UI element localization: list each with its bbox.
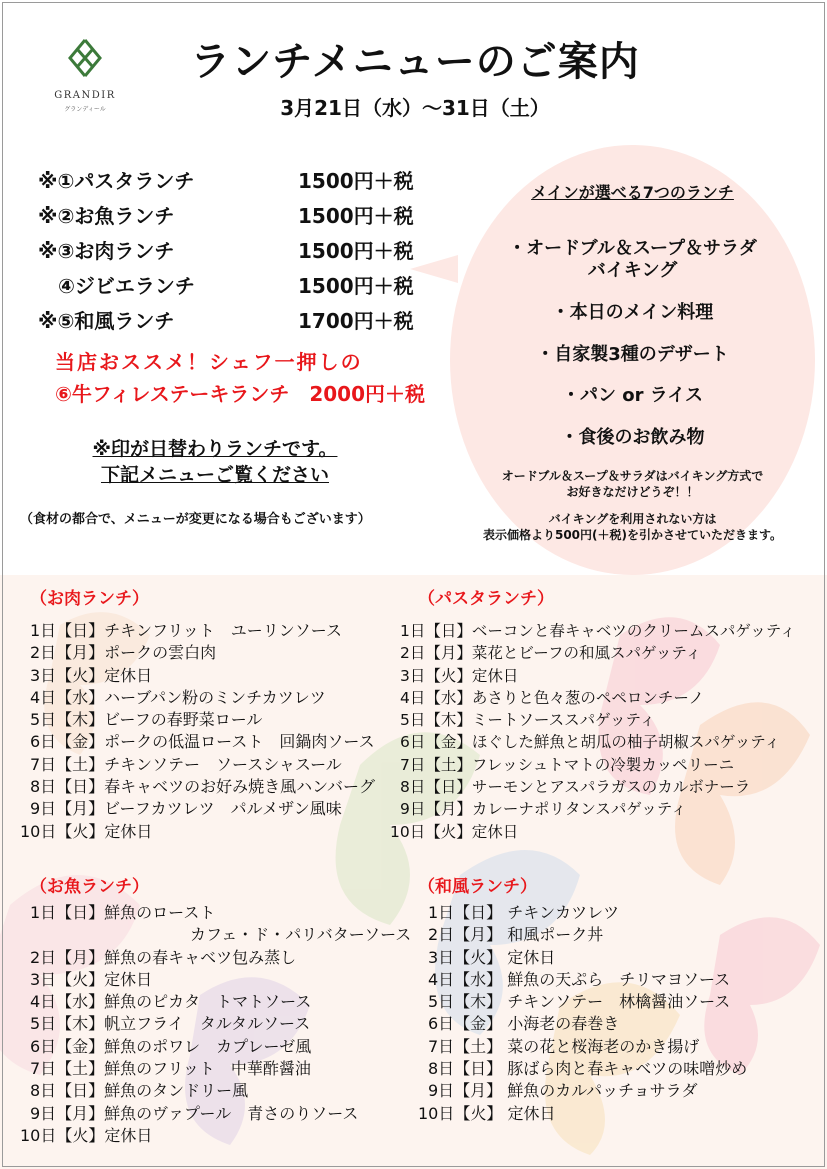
list-item: 9日【月】 鮮魚のカルパッチョサラダ xyxy=(428,1081,698,1101)
disclaimer: （食材の都合で、メニューが変更になる場合もございます） xyxy=(20,512,371,527)
list-item: 9日【月】ビーフカツレツ パルメザン風味 xyxy=(30,799,342,819)
bubble-item: バイキング xyxy=(587,260,678,281)
page-title: ランチメニューのご案内 xyxy=(190,39,640,85)
fish-lunch-title: （お魚ランチ） xyxy=(30,877,149,897)
list-item: 1日【日】チキンフリット ユーリンソース xyxy=(30,621,342,640)
date-range: 3月21日（水）～31日（土） xyxy=(280,96,550,120)
list-item: 10日【火】定休日 xyxy=(20,821,153,841)
bubble-heading: メインが選べる7つのランチ xyxy=(531,183,734,202)
list-item: 6日【金】ほぐした鮮魚と胡瓜の柚子胡椒スパゲッティ xyxy=(400,733,781,752)
logo-name: GRANDIR xyxy=(54,90,116,101)
lunch-name: ※③お肉ランチ xyxy=(38,239,175,263)
list-item: 10日【火】定休日 xyxy=(390,822,519,841)
daily-note-line2: 下記メニューご覧ください xyxy=(100,464,329,486)
logo-mark-icon xyxy=(40,32,130,90)
list-item: 5日【木】 チキンソテー 林檎醤油ソース xyxy=(428,992,731,1012)
list-item: 8日【日】サーモンとアスパラガスのカルボナーラ xyxy=(400,778,751,797)
bubble-item: ・本日のメイン料理 xyxy=(551,302,714,323)
list-item: 1日【日】 チキンカツレツ xyxy=(428,903,620,922)
bubble-note: 表示価格より500円(＋税)を引かさせていただきます。 xyxy=(482,528,783,542)
list-item: 7日【土】鮮魚のフリット 中華酢醤油 xyxy=(30,1059,311,1079)
lunch-name: ※①パスタランチ xyxy=(38,169,195,193)
list-item: 1日【日】ベーコンと春キャベツのクリームスパゲッティ xyxy=(400,622,796,640)
list-item: 9日【月】鮮魚のヴァプール 青さのりソース xyxy=(30,1103,359,1123)
list-item: カフェ・ド・パリバターソース xyxy=(30,925,412,945)
logo-subtitle: グランディール xyxy=(64,106,106,113)
list-item: 4日【水】あさりと色々葱のペペロンチーノ xyxy=(400,688,705,707)
bubble-note: バイキングを利用されない方は xyxy=(548,512,717,526)
list-item: 6日【金】 小海老の春巻き xyxy=(428,1014,620,1034)
list-item: 3日【火】定休日 xyxy=(30,969,153,989)
list-item: 7日【土】フレッシュトマトの冷製カッペリーニ xyxy=(400,755,735,774)
list-item: 3日【火】 定休日 xyxy=(428,947,556,967)
list-item: 2日【月】菜花とビーフの和風スパゲッティ xyxy=(400,644,702,663)
bubble-note: お好きなだけどうぞ！！ xyxy=(566,485,699,499)
list-item: 10日【火】定休日 xyxy=(20,1125,153,1145)
lunch-name: ④ジビエランチ xyxy=(38,274,195,298)
list-item: 2日【月】 和風ポーク丼 xyxy=(428,925,604,945)
list-item: 3日【火】定休日 xyxy=(400,666,519,685)
japanese-lunch-title: （和風ランチ） xyxy=(418,877,537,897)
list-item: 6日【金】鮮魚のポワレ カプレーゼ風 xyxy=(30,1036,312,1056)
bubble-item: ・自家製3種のデザート xyxy=(536,344,729,365)
list-item: 6日【金】ポークの低温ロースト 回鍋肉ソース xyxy=(30,732,375,752)
lunch-price: 1500円＋税 xyxy=(298,239,414,263)
bubble-item: ・パン or ライス xyxy=(561,385,704,406)
lunch-price: 1500円＋税 xyxy=(298,169,414,193)
recommend-item: ⑥牛フィレステーキランチ 2000円＋税 xyxy=(55,382,425,406)
list-item: 10日【火】 定休日 xyxy=(418,1103,556,1123)
recommend-label: 当店おススメ！シェフ一押しの xyxy=(55,350,363,374)
list-item: 2日【月】鮮魚の春キャベツ包み蒸し xyxy=(30,947,297,967)
list-item: 5日【木】帆立フライ タルタルソース xyxy=(30,1014,311,1034)
list-item: 7日【土】 菜の花と桜海老のかき揚げ xyxy=(428,1036,700,1056)
list-item: 8日【日】 豚ばら肉と春キャベツの味噌炒め xyxy=(428,1059,748,1079)
list-item: 9日【月】カレーナポリタンスパゲッティ xyxy=(400,800,687,819)
grandir-logo xyxy=(40,32,130,122)
lunch-price: 1500円＋税 xyxy=(298,204,414,228)
daily-lunch-note xyxy=(60,436,370,488)
bubble-note: オードブル＆スープ＆サラダはバイキング方式で xyxy=(501,469,764,483)
list-item: 5日【木】ビーフの春野菜ロール xyxy=(30,710,263,730)
japanese-day-list xyxy=(418,902,748,1125)
bubble-item: ・食後のお飲み物 xyxy=(560,427,705,448)
list-item: 4日【水】鮮魚のピカタ トマトソース xyxy=(30,992,312,1012)
bubble-item: ・オードブル＆スープ＆サラダ xyxy=(508,238,757,259)
lunch-name: ※②お魚ランチ xyxy=(38,204,175,228)
list-item: 3日【火】定休日 xyxy=(30,665,153,685)
list-item: 8日【日】春キャベツのお好み焼き風ハンバーグ xyxy=(30,777,376,797)
list-item: 2日【月】ポークの雲白肉 xyxy=(30,643,217,663)
list-item: 8日【日】鮮魚のタンドリー風 xyxy=(30,1081,249,1101)
pasta-lunch-title: （パスタランチ） xyxy=(418,589,554,609)
meat-lunch-title: （お肉ランチ） xyxy=(30,589,149,609)
list-item: 5日【木】ミートソーススパゲッティ xyxy=(400,711,656,730)
list-item: 4日【水】 鮮魚の天ぷら チリマヨソース xyxy=(428,969,731,989)
lunch-price: 1700円＋税 xyxy=(298,309,414,333)
list-item: 4日【水】ハーブパン粉のミンチカツレツ xyxy=(30,687,326,707)
meat-day-list xyxy=(20,620,376,843)
pasta-day-list xyxy=(390,620,796,843)
list-item: 7日【土】チキンソテー ソースシャスール xyxy=(30,754,342,774)
daily-note-line1: ※印が日替わりランチです。 xyxy=(92,438,338,460)
lunch-name: ※⑤和風ランチ xyxy=(38,309,175,333)
list-item: 1日【日】鮮魚のロースト xyxy=(30,903,216,922)
lunch-price: 1500円＋税 xyxy=(298,274,414,298)
fish-day-list xyxy=(20,902,412,1147)
